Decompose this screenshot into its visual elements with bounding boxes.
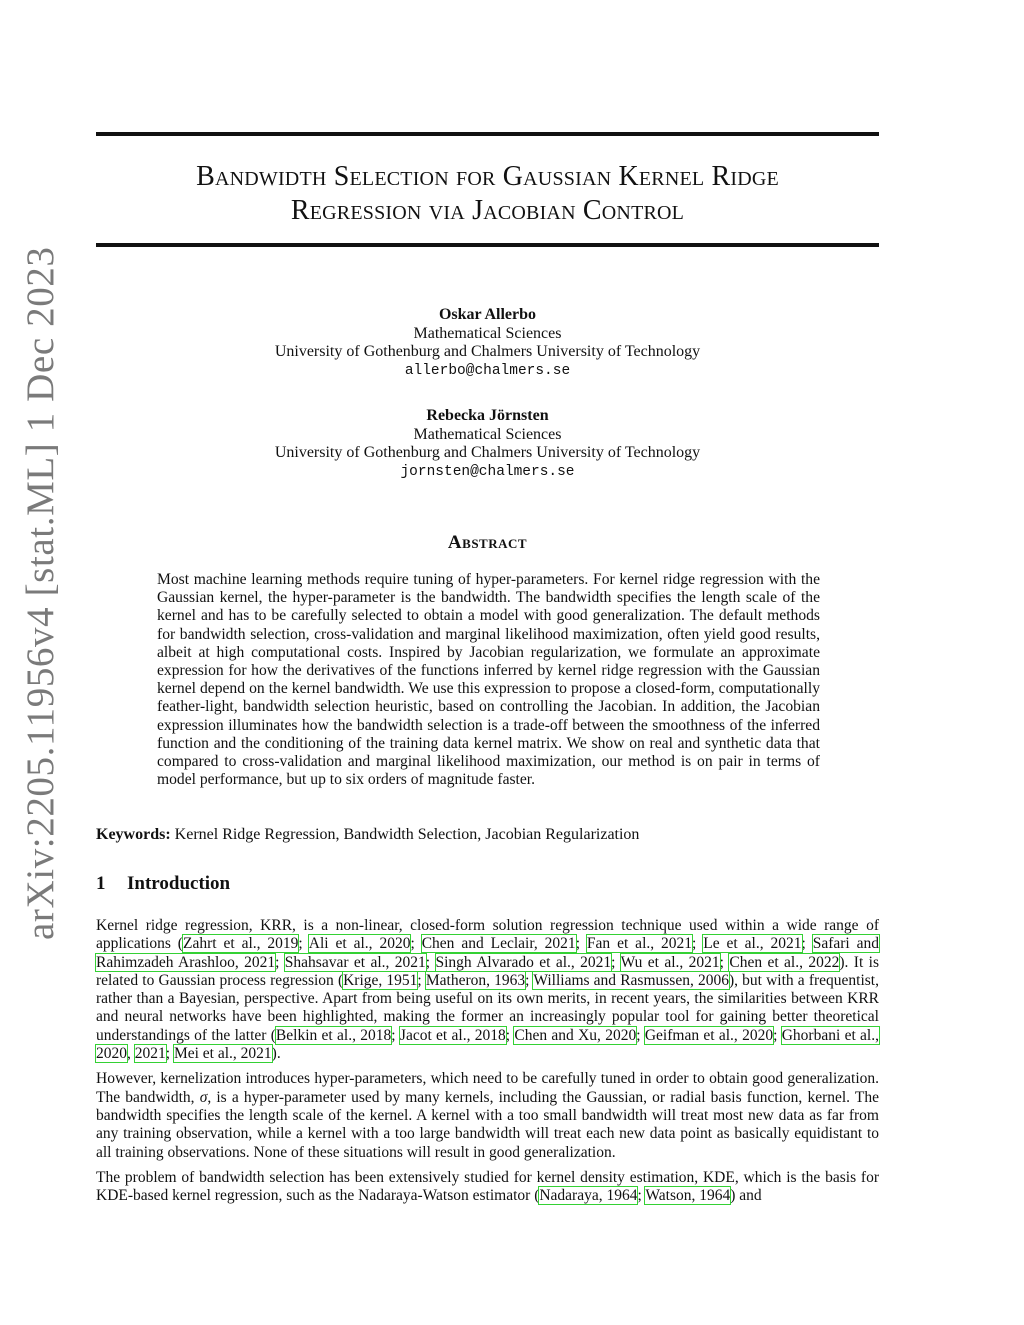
arxiv-side-stamp: arXiv:2205.11956v4 [stat.ML] 1 Dec 2023 [19,246,62,940]
citation-link[interactable]: Mei et al., 2021 [173,1045,272,1063]
text-run: ) and [730,1187,762,1205]
text-run: ), but with a frequentist, rather than a Bayesian, perspective. Apart from being useful on its own merits, in recent years, the similarities between KRR and neural networks have been highlighted, making the former an increasingly popular tool for gaining better theoretical understandings of the latter ( [96,971,879,1044]
title-line-1: Bandwidth Selection for Gaussian Kernel Ridge [196,161,779,192]
citation-link[interactable]: Matheron, 1963 [425,971,526,989]
citation-link[interactable]: Geifman et al., 2020 [644,1026,774,1044]
citation-link[interactable]: Chen et al., 2022 [729,953,840,971]
paragraph-1 [96,917,879,1063]
section-heading [96,873,230,895]
text-run: ; [692,935,704,953]
text-run: ). It is related to Gaussian process regression ( [96,953,879,989]
author-name: Oskar Allerbo [438,306,537,323]
title-bottom-rule [96,243,879,247]
paragraph-3 [96,1169,879,1206]
text-run: ; [298,935,309,953]
text-run: ; [637,1187,646,1205]
keywords [96,826,879,844]
title-top-rule [96,132,879,136]
text-run: ; [410,935,422,953]
text-run: , is a hyper-parameter used by many kernels, including the Gaussian, or radial basis function, kernel. The bandwidth specifies the length scale of the kernel. A kernel with a too small bandwidth will treat most new data as far from any training observation, while a kernel with a too large bandwidth will treat each new data point as basically equidistant to all training observations. None of these situations will result in good generalization. [96,1088,879,1161]
sigma-symbol: σ [199,1088,208,1106]
paper-title [96,160,879,228]
citation-link[interactable]: Fan et al., 2021 [586,935,693,953]
citation-link[interactable]: Safari and Rahimzadeh Arashloo, 2021 [96,935,880,971]
citation-link[interactable]: Belkin et al., 2018 [275,1026,392,1044]
author-email: allerbo@chalmers.se [404,362,571,379]
keywords-text: Kernel Ridge Regression, Bandwidth Selection, Jacobian Regularization [174,826,640,843]
citation-link[interactable]: Nadaraya, 1964 [539,1187,638,1205]
author-block-2 [96,407,879,481]
author-department: Mathematical Sciences [413,425,562,443]
citation-link[interactable]: Jacot et al., 2018 [399,1026,506,1044]
citation-link[interactable]: Wu et al., 2021 [620,953,720,971]
citation-link[interactable]: Zahrt et al., 2019 [182,935,299,953]
abstract-heading: Abstract [447,532,528,553]
citation-link[interactable]: Shahsavar et al., 2021 [284,953,426,971]
author-name: Rebecka Jörnsten [426,407,549,424]
citation-link[interactable]: Le et al., 2021 [703,935,802,953]
citation-link[interactable]: Krige, 1951 [343,971,418,989]
text-run: ; [275,953,285,971]
text-run: ; [636,1026,645,1044]
text-run: ; [525,971,534,989]
text-run: However, kernelization introduces hyper-parameters, which need to be carefully tuned in order to obtain good generalization. The bandwidth, [96,1070,879,1106]
title-line-2: Regression via Jacobian Control [290,195,685,226]
keywords-label: Keywords: [96,826,171,843]
body-text [96,917,879,1212]
author-block-1 [96,306,879,380]
citation-link[interactable]: Chen and Leclair, 2021 [421,935,576,953]
text-run: ; [773,1026,782,1044]
text-run: ; [417,971,426,989]
author-department: Mathematical Sciences [413,324,562,342]
citation-link[interactable]: Williams and Rasmussen, 2006 [533,971,729,989]
text-run: ). [271,1045,281,1063]
citation-link[interactable]: Chen and Xu, 2020 [514,1026,637,1044]
text-run: ; [165,1045,174,1063]
text-run: ; [801,935,813,953]
citation-link[interactable]: Ghorbani et al., 2020 [96,1026,879,1063]
citation-link[interactable]: Singh Alvarado et al., 2021 [435,953,612,971]
paragraph-2 [96,1070,879,1161]
citation-link[interactable]: Ali et al., 2020 [308,935,411,953]
citation-link[interactable]: Watson, 1964 [645,1187,731,1205]
author-affiliation: University of Gothenburg and Chalmers University of Technology [274,343,701,360]
text-run: ; [391,1026,400,1044]
author-affiliation: University of Gothenburg and Chalmers University of Technology [274,444,701,461]
author-email: jornsten@chalmers.se [400,463,575,480]
text-run: ; [719,953,730,971]
text-run: Kernel ridge regression, KRR, is a non-linear, closed-form solution regression technique used within a wide range of applications ( [96,917,879,953]
text-run: ; [575,935,587,953]
text-run: ; [611,953,621,971]
section-title: Introduction [127,873,231,894]
text-run: , [127,1045,135,1063]
text-run: ; [425,953,436,971]
abstract-text: Most machine learning methods require tuning of hyper-parameters. For kernel ridge regression with the Gaussian kernel, the hyper-parameter is the bandwidth. The bandwidth specifies the length scale of the kernel and has to be carefully selected to obtain a model with good generalization. The default methods for bandwidth selection, cross-validation and marginal likelihood maximization, often yield good results, albeit at high computational costs. Inspired by Jacobian regularization, we formulate an approximate expression for how the derivatives of the functions inferred by kernel ridge regression with the Gaussian kernel depend on the kernel bandwidth. We use this expression to propose a closed-form, computationally feather-light, bandwidth selection heuristic, based on controlling the Jacobian. In addition, the Jacobian expression illuminates how the bandwidth selection is a trade-off between the smoothness of the inferred function and the conditioning of the training data kernel matrix. We show on real and synthetic data that compared to cross-validation and marginal likelihood maximization, our method is on pair in terms of model performance, but up to six orders of magnitude faster. [157,571,820,789]
text-run: ; [505,1026,515,1044]
section-number: 1 [96,873,106,894]
citation-link[interactable]: 2021 [134,1045,166,1063]
text-run: The problem of bandwidth selection has been extensively studied for kernel density estimation, KDE, which is the basis for KDE-based kernel regression, such as the Nadaraya-Watson estimator ( [96,1168,879,1205]
